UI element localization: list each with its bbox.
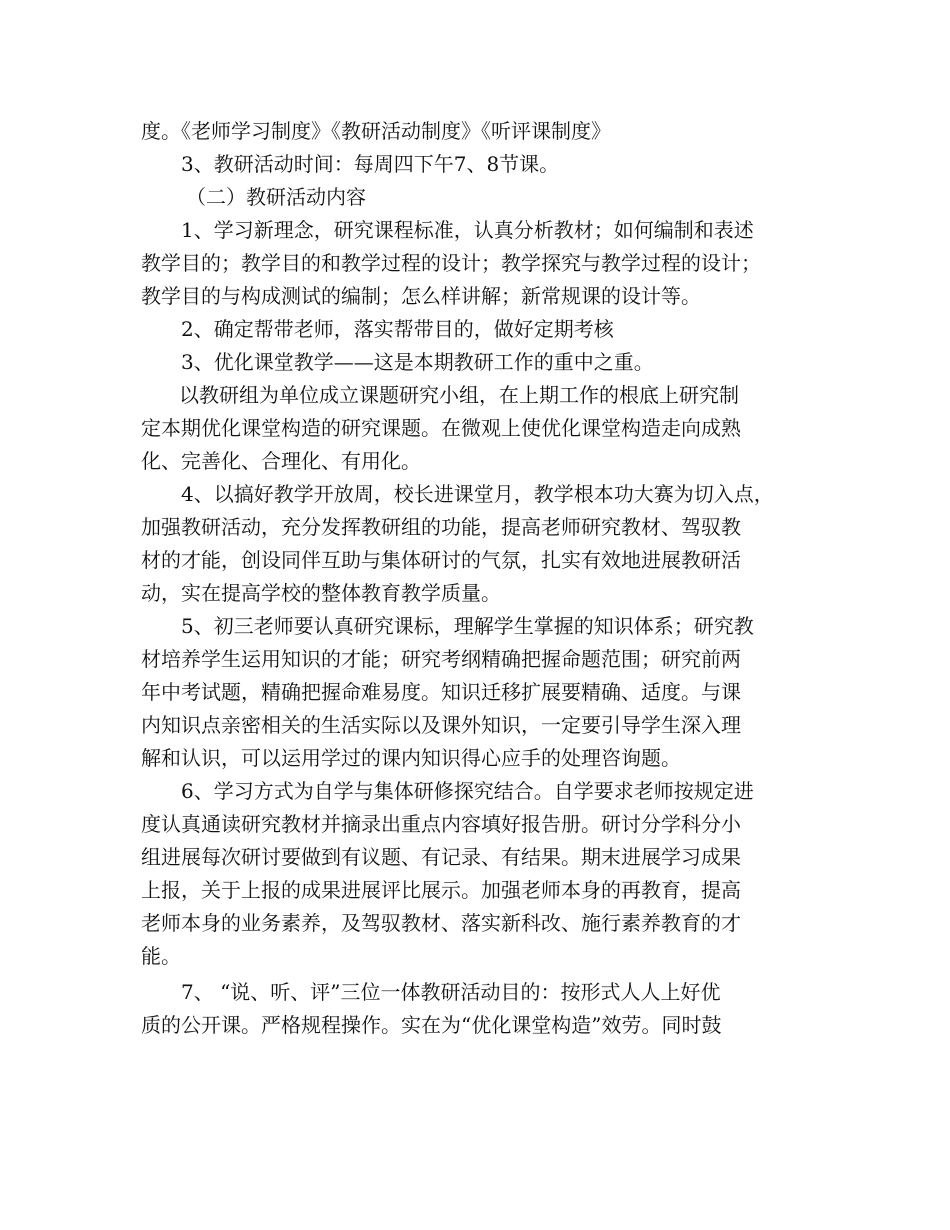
section-heading: （二）教研活动内容 xyxy=(186,185,366,209)
text-line: 7、 “说、听、评”三位一体教研活动目的：按形式人人上好优 xyxy=(181,980,721,1004)
text-line: 教学目的与构成测试的编制；怎么样讲解；新常规课的设计等。 xyxy=(141,284,701,308)
text-line: 5、初三老师要认真研究课标，理解学生掌握的知识体系；研究教 xyxy=(181,614,754,638)
document-body xyxy=(141,115,811,1042)
text-line: 6、学习方式为自学与集体研修探究结合。自学要求老师按规定进 xyxy=(181,779,754,803)
text-line: 质的公开课。严格规程操作。实在为“优化课堂构造”效劳。同时鼓 xyxy=(141,1013,722,1037)
text-line: 内知识点亲密相关的生活实际以及课外知识，一定要引导学生深入理 xyxy=(141,713,741,737)
text-line: 1、学习新理念，研究课程标准，认真分析教材；如何编制和表述 xyxy=(181,218,754,242)
text-line: 材培养学生运用知识的才能；研究考纲精确把握命题范围；研究前两 xyxy=(141,647,741,671)
text-line: 能。 xyxy=(141,944,181,968)
text-line: 以教研组为单位成立课题研究小组，在上期工作的根底上研究制 xyxy=(179,383,739,407)
text-line: 解和认识，可以运用学过的课内知识得心应手的处理咨询题。 xyxy=(141,746,681,770)
text-line: 材的才能，创设同伴互助与集体研讨的气氛，扎实有效地进展教研活 xyxy=(141,548,741,572)
text-line: 组进展每次研讨要做到有议题、有记录、有结果。期末进展学习成果 xyxy=(141,845,741,869)
text-line: 动，实在提高学校的整体教育教学质量。 xyxy=(141,581,501,605)
text-line: 度。《老师学习制度》《教研活动制度》《听评课制度》 xyxy=(141,119,611,143)
text-line: 教学目的；教学目的和教学过程的设计；教学探究与教学过程的设计； xyxy=(141,251,761,275)
text-line: 2、确定帮带老师，落实帮带目的，做好定期考核 xyxy=(181,317,614,341)
text-line: 定本期优化课堂构造的研究课题。在微观上使优化课堂构造走向成熟 xyxy=(141,416,741,440)
text-line: 上报，关于上报的成果进展评比展示。加强老师本身的再教育，提高 xyxy=(141,878,741,902)
text-line: 加强教研活动，充分发挥教研组的功能，提高老师研究教材、驾驭教 xyxy=(141,515,741,539)
text-line: 老师本身的业务素养，及驾驭教材、落实新科改、施行素养教育的才 xyxy=(141,911,741,935)
text-line: 度认真通读研究教材并摘录出重点内容填好报告册。研讨分学科分小 xyxy=(141,812,741,836)
text-line: 化、完善化、合理化、有用化。 xyxy=(141,449,421,473)
text-line: 年中考试题，精确把握命难易度。知识迁移扩展要精确、适度。与课 xyxy=(141,680,741,704)
text-line: 4、以搞好教学开放周，校长进课堂月，教学根本功大赛为切入点， xyxy=(181,482,774,506)
text-line: 3、优化课堂教学——这是本期教研工作的重中之重。 xyxy=(181,350,654,374)
text-line: 3、教研活动时间：每周四下午7、8节课。 xyxy=(181,152,560,176)
